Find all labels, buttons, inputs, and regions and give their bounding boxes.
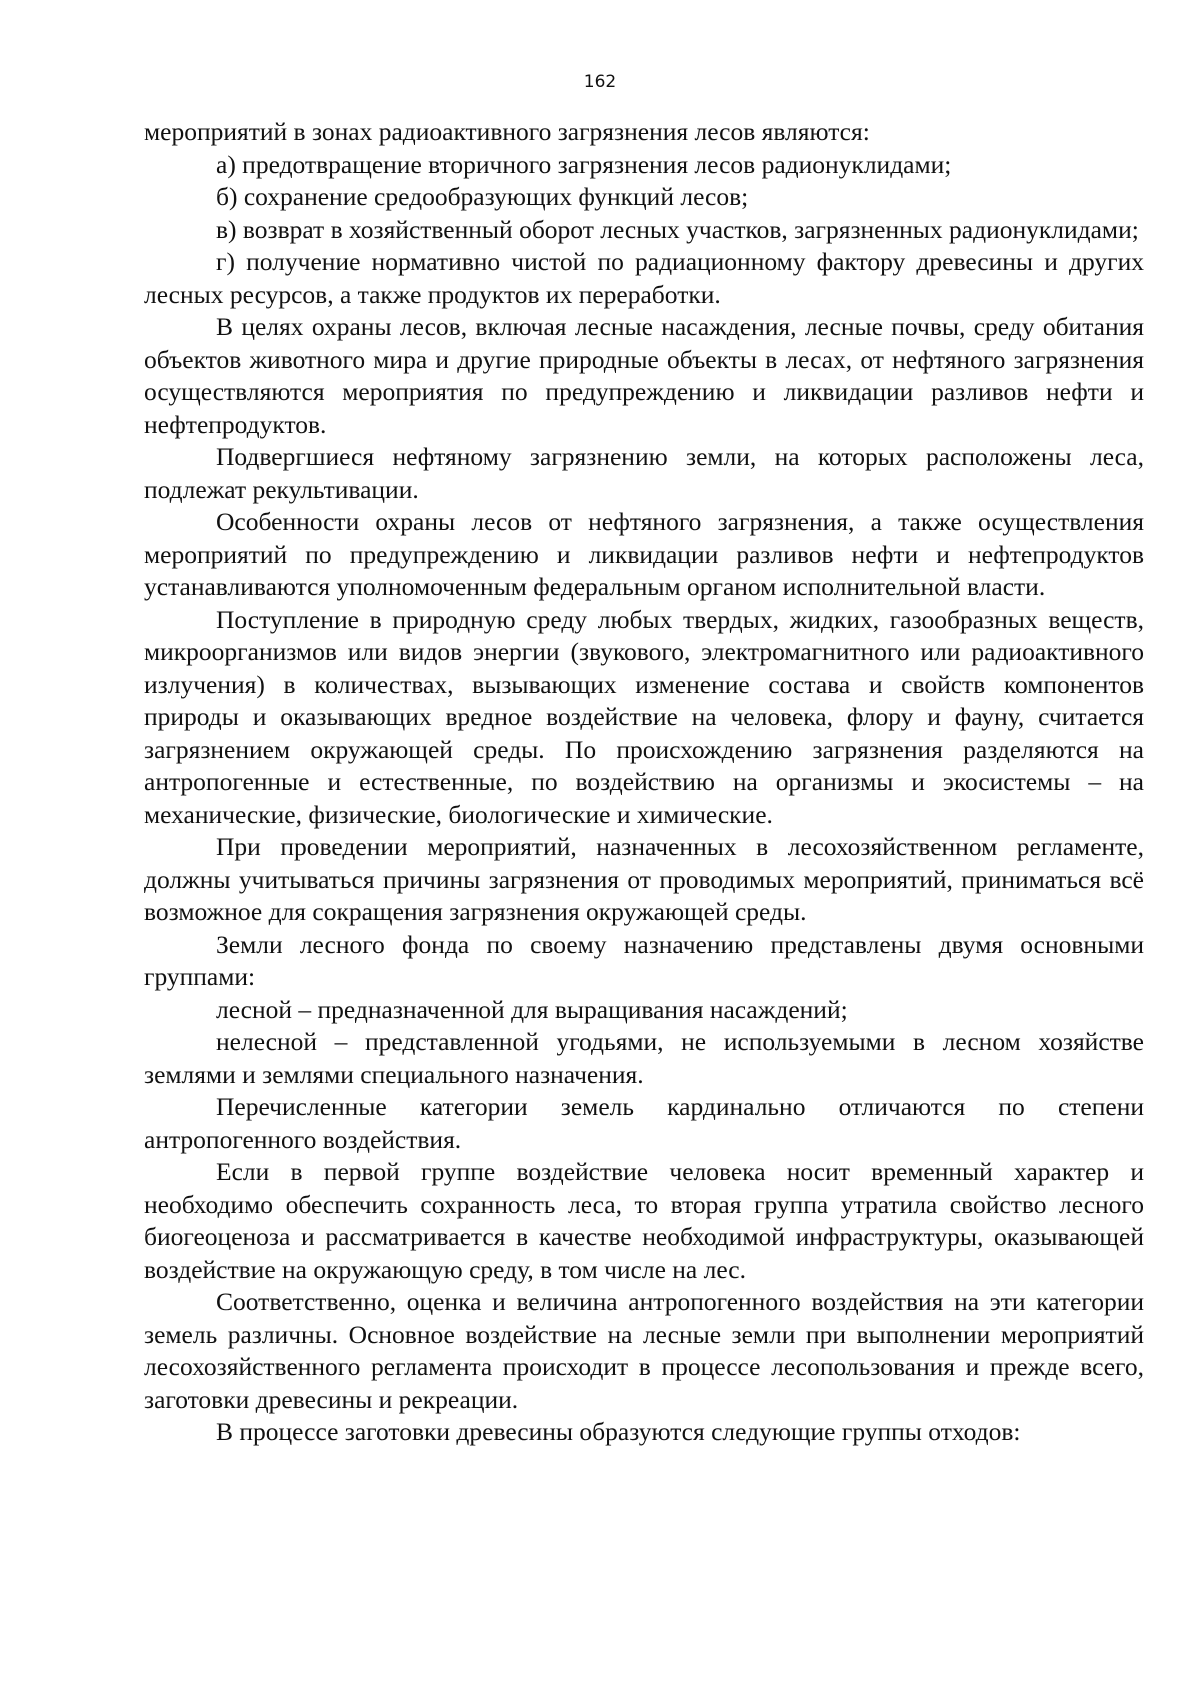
- paragraph-oil-pollution: В целях охраны лесов, включая лесные насаждения, лесные почвы, среду обитания объектов животного мира и другие природные объекты в лесах, от нефтяного загрязнения осуществляются мероприятия по предупреждению и ликвидации разливов нефти и нефтепродуктов.: [144, 312, 1144, 439]
- paragraph-continuation: мероприятий в зонах радиоактивного загрязнения лесов являются:: [144, 117, 870, 146]
- paragraph-first-second-group: Если в первой группе воздействие человека носит временный характер и необходимо обеспечить сохранность леса, то вторая группа утратила свойство лесного биогеоценоза и рассматривается в качестве необходимой инфраструктуры, оказывающей воздействие на окружающую среду, в том числе на лес.: [144, 1157, 1144, 1284]
- list-item-d: г) получение нормативно чистой по радиационному фактору древесины и других лесных ресурсов, а также продуктов их переработки.: [144, 247, 1144, 309]
- paragraph-recultivation: Подвергшиеся нефтяному загрязнению земли, на которых расположены леса, подлежат рекультивации.: [144, 442, 1144, 504]
- page-number: 162: [583, 72, 617, 92]
- paragraph-pollution-definition: Поступление в природную среду любых твердых, жидких, газообразных веществ, микроорганизмов или видов энергии (звукового, электромагнитного или радиоактивного излучения) в количествах, вызывающих изменение состава и свойств компонентов природы и оказывающих вредное воздействие на человека, флору и фауну, считается загрязнением окружающей среды. По происхождению загрязнения разделяются на антропогенные и естественные, по воздействию на организмы и экосистемы – на механические, физические, биологические и химические.: [144, 604, 1144, 829]
- paragraph-regulation-measures: При проведении мероприятий, назначенных в лесохозяйственном регламенте, должны учитываться причины загрязнения от проводимых мероприятий, приниматься всё возможное для сокращения загрязнения окружающей среды.: [144, 832, 1144, 926]
- list-item-c: в) возврат в хозяйственный оборот лесных участков, загрязненных радионуклидами;: [216, 214, 1139, 244]
- list-item-non-forest-land: нелесной – представленной угодьями, не используемыми в лесном хозяйстве землями и землями специального назначения.: [144, 1027, 1144, 1089]
- paragraph-impact-assessment: Соответственно, оценка и величина антропогенного воздействия на эти категории земель различны. Основное воздействие на лесные земли при выполнении мероприятий лесохозяйственного регламента происходит в процессе лесопользования и прежде всего, заготовки древесины и рекреации.: [144, 1287, 1144, 1414]
- paragraph-waste-groups: В процессе заготовки древесины образуются следующие группы отходов:: [216, 1417, 1021, 1446]
- list-item-a: а) предотвращение вторичного загрязнения лесов радионуклидами;: [216, 149, 952, 179]
- list-item-b: б) сохранение средообразующих функций лесов;: [216, 182, 749, 211]
- paragraph-oil-protection-features: Особенности охраны лесов от нефтяного загрязнения, а также осуществления мероприятий по предупреждению и ликвидации разливов нефти и нефтепродуктов устанавливаются уполномоченным федеральным органом исполнительной власти.: [144, 507, 1144, 601]
- paragraph-categories-differ: Перечисленные категории земель кардинально отличаются по степени антропогенного воздействия.: [144, 1092, 1144, 1154]
- paragraph-land-groups: Земли лесного фонда по своему назначению представлены двумя основными группами:: [144, 929, 1144, 991]
- list-item-forest-land: лесной – предназначенной для выращивания насаждений;: [216, 994, 848, 1024]
- document-body: [144, 116, 1144, 1449]
